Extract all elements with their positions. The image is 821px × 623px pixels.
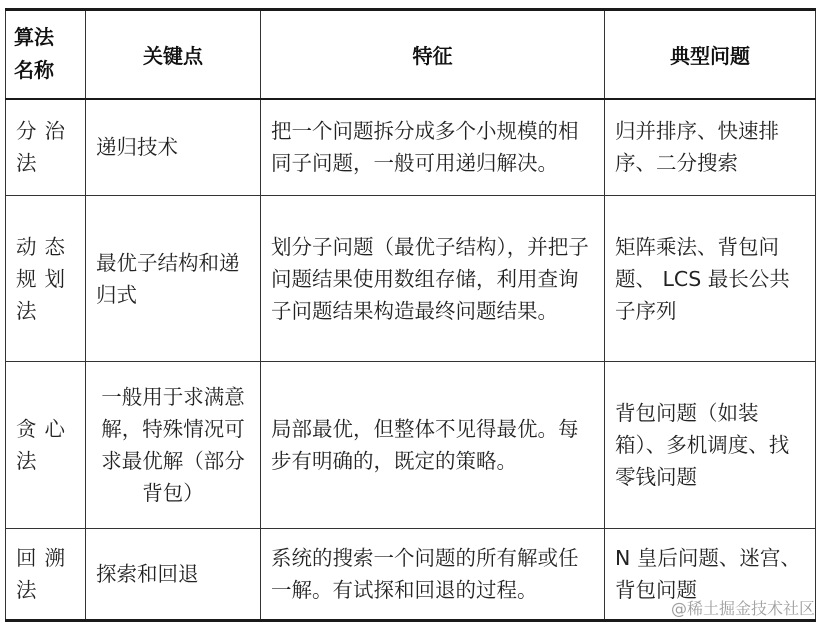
- cell-feature: 系统的搜索一个问题的所有解或任一解。有试探和回退的过程。: [261, 529, 605, 621]
- cell-typical-problems: N 皇后问题、迷宫、背包问题: [605, 529, 816, 621]
- header-key-point: 关键点: [86, 10, 261, 99]
- cell-key-point: 最优子结构和递归式: [86, 196, 261, 362]
- algorithm-comparison-table-container: [5, 8, 815, 622]
- table-row: [6, 196, 816, 362]
- algorithm-name-text: 动态: [16, 234, 73, 259]
- algorithm-name-text: 贪心: [16, 417, 73, 441]
- algorithm-name-text-line2: 法: [16, 151, 45, 176]
- table-row: [6, 362, 816, 529]
- algorithm-comparison-table: [5, 8, 816, 622]
- cell-typical-problems: 归并排序、快速排序、二分搜索: [605, 99, 816, 196]
- header-feature: 特征: [261, 10, 605, 99]
- algorithm-name-text: 回溯: [16, 546, 73, 570]
- cell-key-point: 探索和回退: [86, 529, 261, 621]
- cell-feature: 把一个问题拆分成多个小规模的相同子问题，一般可用递归解决。: [261, 99, 605, 196]
- header-algorithm-name-line2: 名称: [14, 58, 54, 83]
- header-algorithm-name-line1: 算法: [14, 25, 54, 50]
- cell-key-point: 一般用于求满意解，特殊情况可求最优解（部分背包）: [86, 362, 261, 529]
- cell-key-point: 递归技术: [86, 99, 261, 196]
- algorithm-name-text-line2: 规划: [16, 266, 73, 291]
- cell-algorithm-name: [6, 196, 86, 362]
- algorithm-name-text-line2: 法: [16, 578, 45, 602]
- cell-feature: 局部最优，但整体不见得最优。每步有明确的，既定的策略。: [261, 362, 605, 529]
- algorithm-name-text-line3: 法: [16, 298, 45, 323]
- algorithm-name-text-line2: 法: [16, 449, 45, 473]
- cell-algorithm-name: [6, 99, 86, 196]
- header-algorithm-name: [6, 10, 86, 99]
- watermark: @稀土掘金技术社区: [670, 599, 815, 618]
- table-row: [6, 99, 816, 196]
- cell-typical-problems: 矩阵乘法、背包问题、 LCS 最长公共子序列: [605, 196, 816, 362]
- cell-feature: 划分子问题（最优子结构），并把子问题结果使用数组存储，利用查询子问题结果构造最终问题结果。: [261, 196, 605, 362]
- cell-algorithm-name: [6, 362, 86, 529]
- algorithm-name-text: 分治: [16, 119, 73, 144]
- header-typical-problems: 典型问题: [605, 10, 816, 99]
- cell-algorithm-name: [6, 529, 86, 621]
- table-header-row: [6, 10, 816, 99]
- cell-typical-problems: 背包问题（如装箱）、多机调度、找零钱问题: [605, 362, 816, 529]
